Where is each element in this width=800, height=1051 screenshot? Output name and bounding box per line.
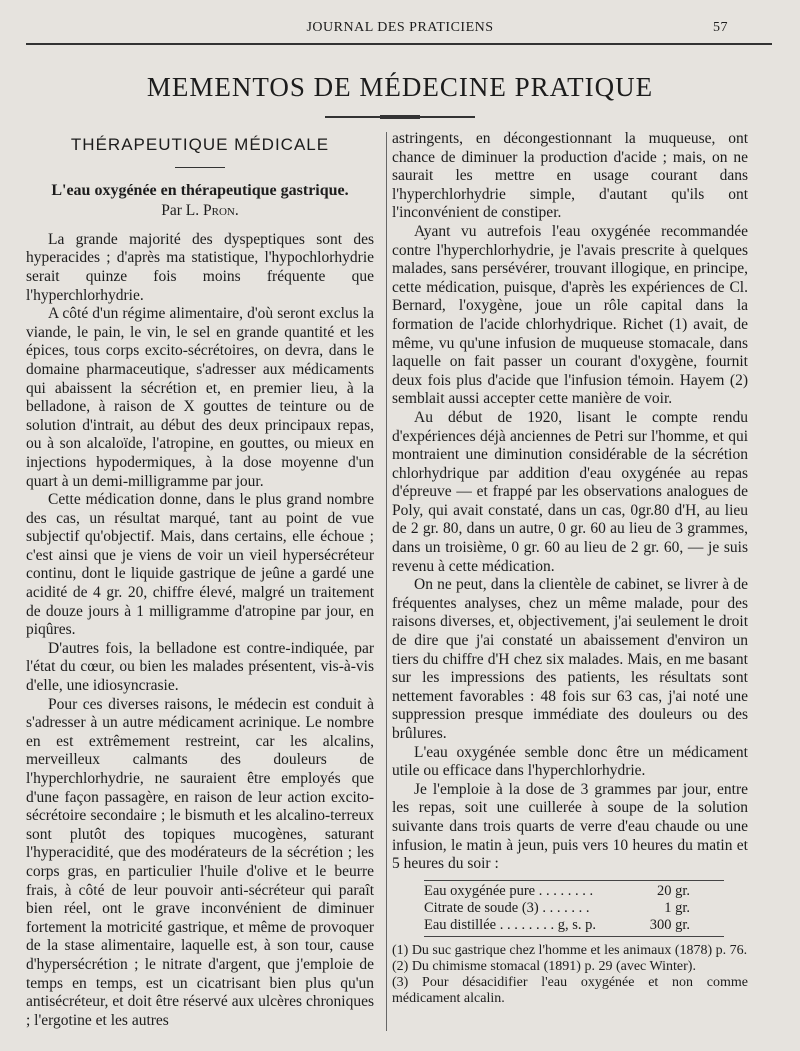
title-ornament [325, 116, 475, 118]
recipe-quantity: 300 gr. [649, 916, 690, 933]
section-rule [175, 167, 225, 168]
header-rule [26, 43, 772, 45]
left-column [26, 130, 374, 1030]
paragraph: L'eau oxygénée semble donc être un médicament utile ou efficace dans l'hyperchlorhydrie. [392, 743, 748, 780]
page-number: 57 [713, 20, 728, 35]
recipe-item: Eau distillée . . . . . . . . g, s. p. [424, 916, 596, 933]
paragraph: A côté d'un régime alimentaire, d'où seront exclus la viande, le pain, le vin, le sel en grande quantité et les épices, tous corps excito-sécrétoires, on devra, dans le domaine pharmaceutique, s'adresser aux médicaments qui abaissent la sécrétion et, en premier lieu, à la belladone, à raison de X gouttes de teinture ou de solution d'intrait, au début des deux principaux repas, ou à son alcaloïde, l'atropine, en gouttes, ou mieux en injections hypodermiques, à la dose moyenne d'un quart à un demi-milligramme par jour. [26, 305, 374, 490]
column-divider [386, 132, 387, 1031]
recipe-row [424, 883, 724, 900]
author-prefix: Par L. [161, 202, 204, 220]
article-title: L'eau oxygénée en thérapeutique gastrique. [51, 181, 349, 199]
recipe-item: Eau oxygénée pure . . . . . . . . [424, 882, 594, 899]
page-title: MEMENTOS DE MÉDECINE PRATIQUE [146, 72, 654, 102]
paragraph: Cette médication donne, dans le plus grand nombre des cas, un résultat marqué, tant au point de vue subjectif qu'objectif. Mais, dans certains, elle échoue ; c'est ainsi que je viens de voir un vieil hypersécréteur continu, dont le liquide gastrique de jeûne a gardé une acidité de 4 gr. 20, chiffre élevé, malgré un traitement de douze jours à 1 milligramme d'atropine par jour, en piqûres. [26, 491, 374, 639]
running-header: JOURNAL DES PRATICIENS [306, 20, 494, 35]
recipe-quantity: 1 gr. [664, 899, 690, 916]
paragraph: Ayant vu autrefois l'eau oxygénée recommandée contre l'hyperchlorhydrie, je l'avais prescrite à quelques malades, sans persévérer, trouvant illogique, en principe, cette médication, puisque, d'après les expériences de Cl. Bernard, l'oxygène, joue un rôle capital dans la formation de l'acide chlorhydrique. Richet (1) avait, de même, vu qu'une infusion de muqueuse stomacale, dans laquelle on fait passer un courant d'oxygène, fournit deux fois plus d'acide que l'infusion témoin. Hayem (2) semblait aussi accepter cette manière de voir. [392, 222, 748, 408]
section-heading: THÉRAPEUTIQUE MÉDICALE [70, 135, 330, 154]
paragraph: La grande majorité des dyspeptiques sont des hyperacides ; d'après ma statistique, l'hypochlorhydrie serait quinze fois moins fréquente que l'hyperchlorhydrie. [26, 230, 374, 304]
recipe-table [424, 880, 724, 937]
right-column [392, 130, 748, 1007]
author-line [26, 202, 374, 221]
paragraph: D'autres fois, la belladone est contre-indiquée, par l'état du cœur, ou bien les malades présentent, vis-à-vis d'elle, une idiosyncrasie. [26, 639, 374, 695]
paragraph: Au début de 1920, lisant le compte rendu d'expériences déjà anciennes de Petri sur l'homme, et qui montraient une diminution considérable de la sécrétion chlorhydrique par addition d'eau oxygénée au repas d'épreuve — et frappé par les observations analogues de Poly, qui avait constaté, dans un cas, 0gr.80 d'H, au lieu de 2 gr. 80, dans un autre, 0 gr. 60 au lieu de 3 grammes, dans un troisième, 0 gr. 60 au lieu de 2 gr. 60, — je suis revenu à cette médication. [392, 408, 748, 575]
recipe-quantity: 20 gr. [656, 882, 690, 899]
footnote: (3) Pour désacidifier l'eau oxygénée et non comme médicament alcalin. [392, 974, 748, 1006]
footnote: (2) Du chimisme stomacal (1891) p. 29 (avec Winter). [392, 958, 696, 974]
paragraph: astringents, en décongestionnant la muqueuse, ont chance de diminuer la production d'acide ; mais, on ne saurait les mettre en usage courant dans l'hyperchlorhydrie simple, d'autant qu'ils ont l'inconvénient de constiper. [392, 130, 748, 222]
recipe-row [424, 900, 724, 917]
paragraph: Pour ces diverses raisons, le médecin est conduit à s'adresser à un autre médicament acrinique. Le nombre en est extrêmement restreint, car les alcalins, merveilleux calmants des douleurs de l'hyperchlorhydrie, ne sauraient être employés que d'une façon passagère, en raison de leur action excito-sécrétoire secondaire ; le bismuth et les alcalino-terreux sont plutôt des topiques mucogènes, saturant l'hyperacidité, que des modérateurs de la sécrétion ; les corps gras, en particulier l'huile d'olive et le beurre frais, à côté de leur pouvoir anti-sécréteur qui paraît bien réel, ont le grave inconvénient de diminuer fortement la motricité gastrique, et même de provoquer de la stase alimentaire, laquelle est, à son tour, cause d'hypersécrétion ; le nitrate d'argent, que j'emploie de temps en temps, est un cicatrisant bien plus qu'un antisécréteur, et doit être réservé aux ulcères chroniques ; l'ergotine et les autres [26, 695, 374, 1029]
paragraph: On ne peut, dans la clientèle de cabinet, se livrer à de fréquentes analyses, chez un même malade, pour des raisons diverses, et, objectivement, j'ai seulement le droit de dire que j'ai constaté un abaissement d'environ un tiers du chiffre d'H chez six malades. Mais, en me basant sur les impressions des patients, les résultats sont nettement favorables : 48 fois sur 63 cas, j'ai noté une suppression presque immédiate des douleurs ou des brûlures. [392, 576, 748, 742]
recipe-row [424, 917, 724, 934]
footnote: (1) Du suc gastrique chez l'homme et les animaux (1878) p. 76. [392, 942, 748, 958]
recipe-item: Citrate de soude (3) . . . . . . . [424, 899, 590, 916]
paragraph: Je l'emploie à la dose de 3 grammes par jour, entre les repas, soit une cuillerée à soupe de la solution suivante dans trois quarts de verre d'eau chaude ou une infusion, le matin à jeun, puis vers 10 heures du matin et 5 heures du soir : [392, 780, 748, 873]
author-name: Pron. [203, 202, 239, 220]
